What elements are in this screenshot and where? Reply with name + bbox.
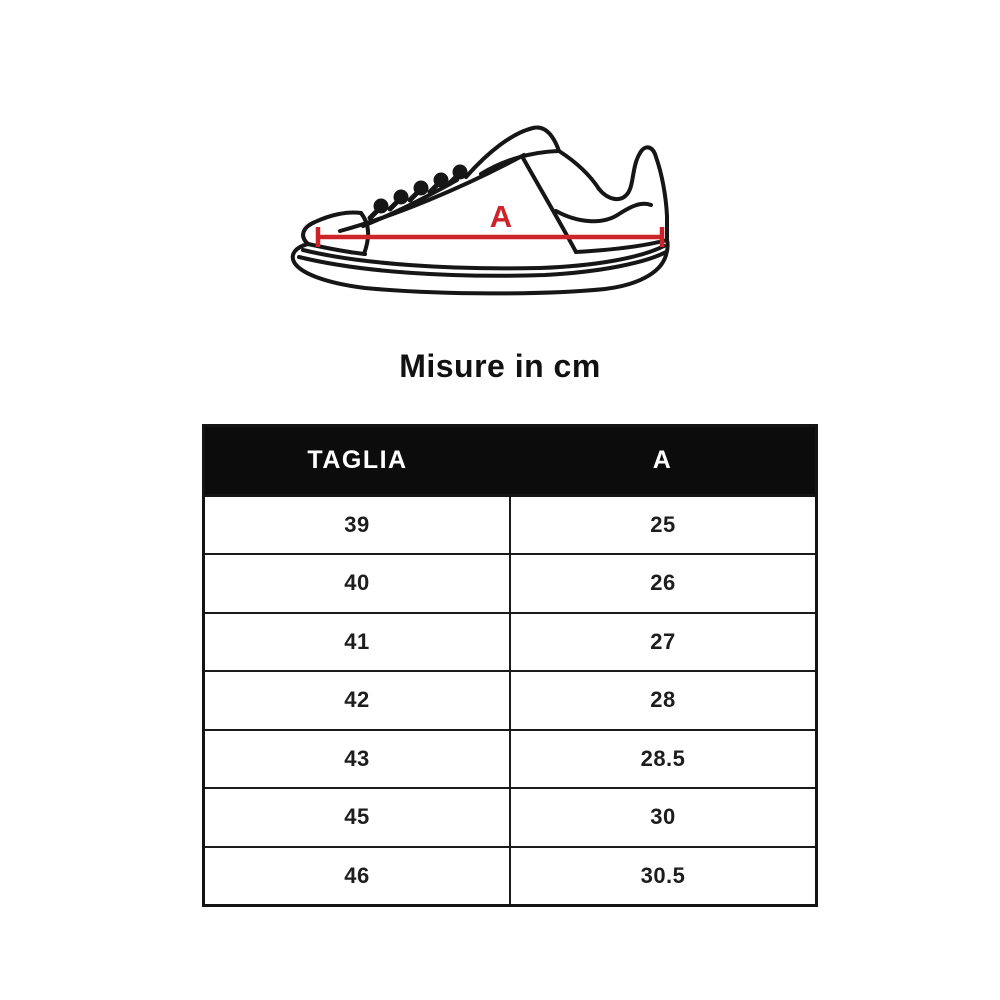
cell-a: 26: [510, 554, 817, 613]
header-row: [204, 426, 817, 496]
cell-taglia: 39: [204, 496, 511, 555]
table-row: [204, 554, 817, 613]
cell-a: 28: [510, 671, 817, 730]
shoe-heel-tab: [599, 147, 667, 239]
cell-taglia: 42: [204, 671, 511, 730]
sneaker-illustration: [283, 98, 717, 322]
cell-a: 25: [510, 496, 817, 555]
cell-a: 28.5: [510, 730, 817, 789]
cell-taglia: 46: [204, 847, 511, 906]
measurement-label-a: A: [489, 199, 513, 234]
shoe-vamp-seam: [361, 213, 368, 254]
table-row: [204, 730, 817, 789]
shoe-heel-inner-curve: [556, 204, 651, 222]
table-row: [204, 496, 817, 555]
cell-a: 30: [510, 788, 817, 847]
shoe-midsole-line-2: [299, 252, 666, 276]
cell-a: 30.5: [510, 847, 817, 906]
shoe-collar-line: [559, 151, 599, 189]
cell-taglia: 41: [204, 613, 511, 672]
page-title: Misure in cm: [399, 348, 601, 384]
cell-taglia: 40: [204, 554, 511, 613]
cell-taglia: 43: [204, 730, 511, 789]
table-row: [204, 613, 817, 672]
table-row: [204, 671, 817, 730]
size-table-body: [204, 496, 817, 906]
table-row: [204, 788, 817, 847]
table-row: [204, 847, 817, 906]
header-cell-taglia: TAGLIA: [204, 426, 511, 496]
size-table: [202, 424, 818, 907]
cell-taglia: 45: [204, 788, 511, 847]
cell-a: 27: [510, 613, 817, 672]
size-table-header: [204, 426, 817, 496]
header-cell-a: A: [510, 426, 817, 496]
